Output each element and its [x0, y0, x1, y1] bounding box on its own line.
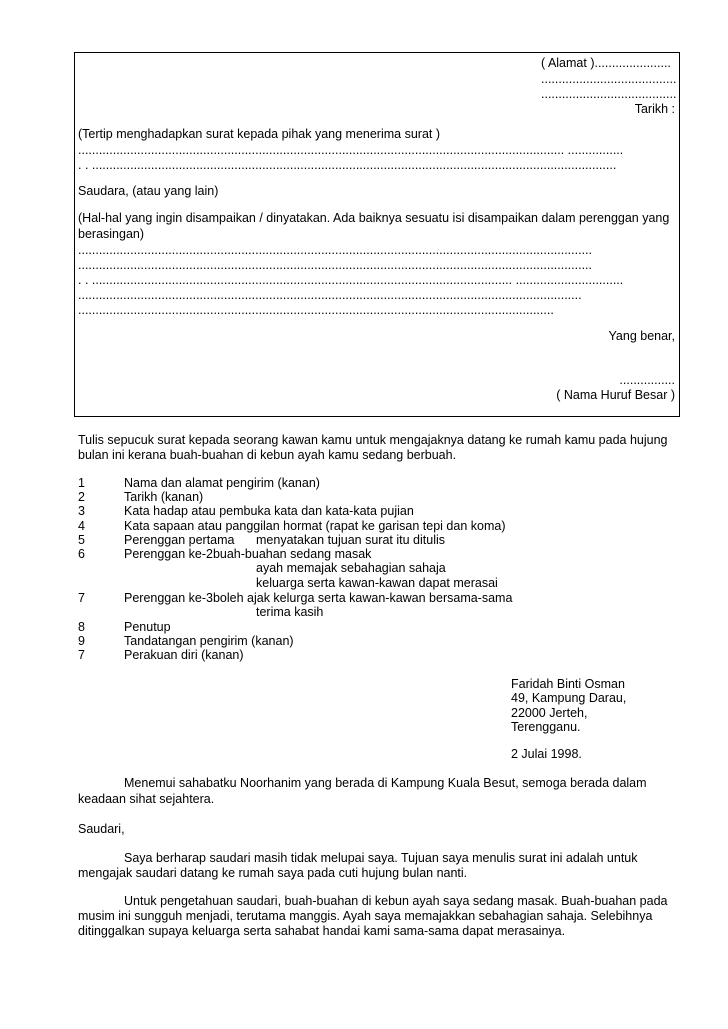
checklist-subitem: keluarga serta kawan-kawan dapat merasai [256, 576, 498, 590]
template-body-note-1: (Hal-hal yang ingin disampaikan / dinyatakan. Ada baiknya sesuatu isi disampaikan dalam perenggan yang [78, 211, 670, 225]
checklist-item: Tandatangan pengirim (kanan) [124, 634, 294, 648]
checklist-subitem: terima kasih [256, 605, 324, 619]
checklist-item: Perenggan ke-3boleh ajak kelurga serta kawan-kawan bersama-sama [124, 591, 513, 605]
template-recipient-line-1: ............................................................................................................................................ ................ [78, 143, 624, 157]
checklist-item: Nama dan alamat pengirim (kanan) [124, 476, 320, 490]
checklist-number: 7 [78, 591, 85, 605]
template-recipient-line-2: . . ....................................................................................................................................................... [78, 158, 617, 172]
letter-template-box [74, 52, 680, 417]
paragraph-1-line-2: mengajak saudari datang ke rumah saya pada cuti hujung bulan nanti. [78, 866, 468, 880]
checklist-item: Perenggan pertama [124, 533, 235, 547]
checklist-number: 4 [78, 519, 85, 533]
checklist-item: Penutup [124, 620, 171, 634]
sender-address-3: Terengganu. [511, 720, 581, 734]
paragraph-2-line-2: musim ini sungguh menjadi, terutama manggis. Ayah saya memajakkan sebahagian sahaja. Selebihnya [78, 909, 653, 923]
template-address-line-2: ....................................... [541, 72, 677, 86]
template-name-note: ( Nama Huruf Besar ) [556, 388, 675, 402]
template-salutation: Saudara, (atau yang lain) [78, 184, 219, 198]
opening-line-1: Menemui sahabatku Noorhanim yang berada di Kampung Kuala Besut, semoga berada dalam [124, 776, 647, 790]
letter-date: 2 Julai 1998. [511, 747, 582, 761]
opening-line-2: keadaan sihat sejahtera. [78, 792, 215, 806]
template-body-line-2: .................................................................................................................................................... [78, 258, 592, 272]
checklist-item-inline: menyatakan tujuan surat itu ditulis [256, 533, 445, 547]
sender-address-1: 49, Kampung Darau, [511, 691, 627, 705]
template-body-line-5: ......................................................................................................................................... [78, 303, 554, 317]
checklist-number: 5 [78, 533, 85, 547]
checklist-number: 8 [78, 620, 85, 634]
checklist-number: 7 [78, 648, 85, 662]
letter-salutation: Saudari, [78, 822, 125, 836]
sender-address-2: 22000 Jerteh, [511, 706, 588, 720]
template-recipient-note: (Tertip menghadapkan surat kepada pihak yang menerima surat ) [78, 127, 441, 141]
paragraph-1-line-1: Saya berharap saudari masih tidak melupai saya. Tujuan saya menulis surat ini adalah untuk [124, 851, 638, 865]
checklist-item: Perenggan ke-2buah-buahan sedang masak [124, 547, 372, 561]
checklist-number: 2 [78, 490, 85, 504]
template-body-line-1: .................................................................................................................................................... [78, 243, 592, 257]
task-line-1: Tulis sepucuk surat kepada seorang kawan kamu untuk mengajaknya datang ke rumah kamu pada hujung [78, 433, 668, 447]
checklist-number: 9 [78, 634, 85, 648]
template-signature-line: ................ [619, 373, 675, 387]
template-body-note-2: berasingan) [78, 227, 145, 241]
checklist-item: Tarikh (kanan) [124, 490, 204, 504]
paragraph-2-line-1: Untuk pengetahuan saudari, buah-buahan di kebun ayah saya sedang masak. Buah-buahan pada [124, 894, 668, 908]
sender-name: Faridah Binti Osman [511, 677, 625, 691]
template-closing: Yang benar, [608, 329, 675, 343]
template-date-label: Tarikh : [634, 102, 675, 116]
checklist-number: 6 [78, 547, 85, 561]
checklist-number: 1 [78, 476, 85, 490]
template-body-line-3: . . ......................................................................................................................... ............................... [78, 273, 624, 287]
checklist-item: Kata hadap atau pembuka kata dan kata-kata pujian [124, 504, 414, 518]
template-address-line-1: ( Alamat )...................... [541, 56, 671, 70]
paragraph-2-line-3: ditinggalkan supaya keluarga serta sahabat handai kami sama-sama dapat merasainya. [78, 924, 566, 938]
checklist-subitem: ayah memajak sebahagian sahaja [256, 561, 446, 575]
checklist-item: Perakuan diri (kanan) [124, 648, 244, 662]
checklist-number: 3 [78, 504, 85, 518]
template-body-line-4: ................................................................................................................................................. [78, 288, 582, 302]
checklist-item: Kata sapaan atau panggilan hormat (rapat ke garisan tepi dan koma) [124, 519, 506, 533]
template-address-line-3: ....................................... [541, 87, 677, 101]
task-line-2: bulan ini kerana buah-buahan di kebun ayah kamu sedang berbuah. [78, 448, 457, 462]
